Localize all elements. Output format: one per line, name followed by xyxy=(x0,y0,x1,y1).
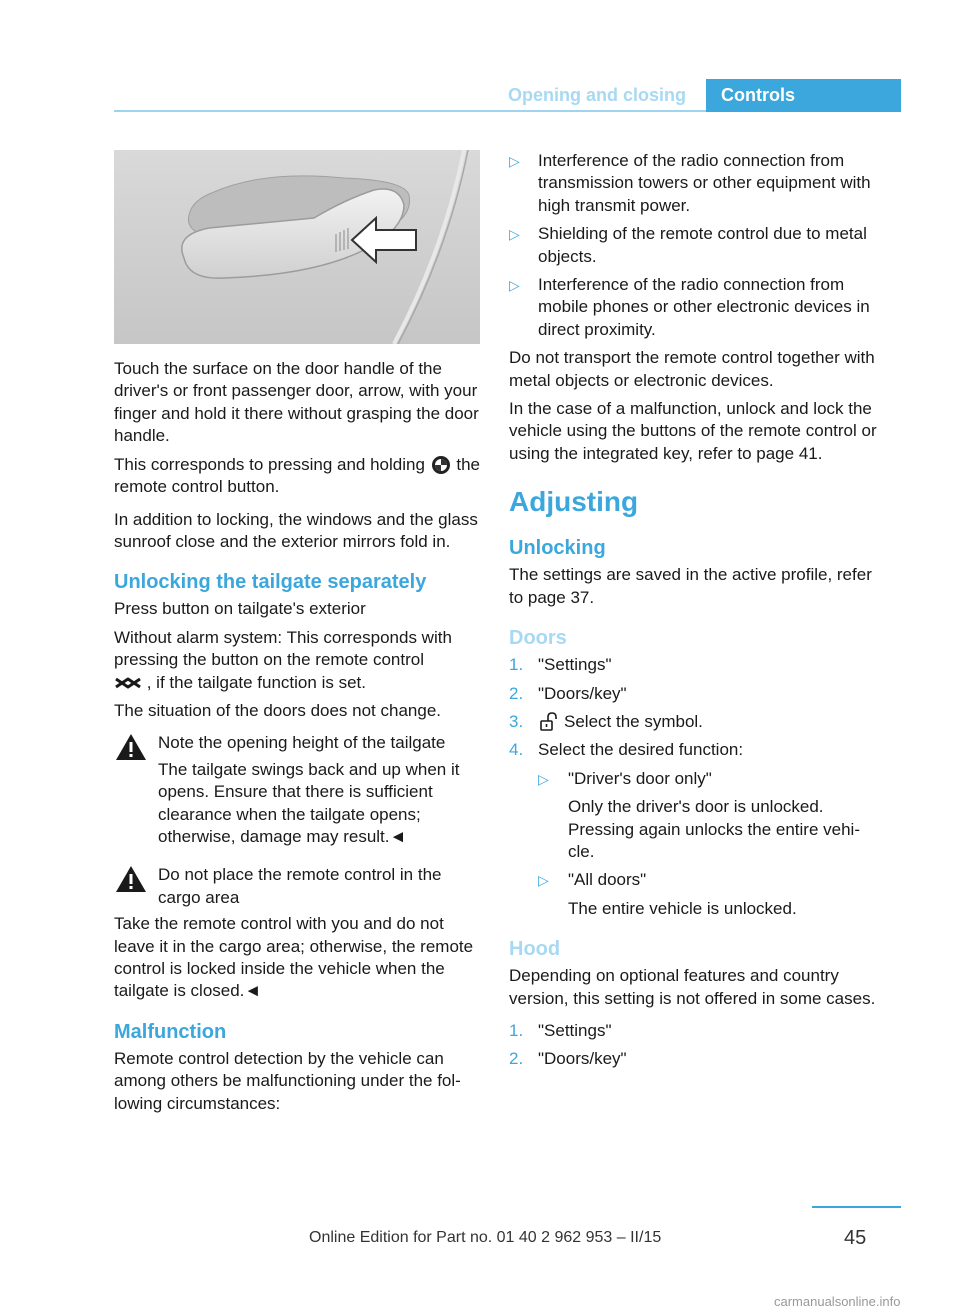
header-divider xyxy=(114,110,706,112)
door-handle-illustration xyxy=(114,150,480,344)
paragraph: Remote control detection by the vehicle can among others be malfunctioning under the following circumstances: xyxy=(114,1048,461,1113)
step-number: 1. xyxy=(509,655,524,675)
step-text: "Doors/key" xyxy=(538,1049,627,1069)
text-segment: This corresponds to pressing and holding xyxy=(114,454,425,474)
warning-body xyxy=(158,759,482,849)
bmw-logo-icon xyxy=(430,454,452,476)
warning-body: Take the remote control with you and do not leave it in the cargo area; otherwise, the remote control is locked inside the vehicle when the tailgate is closed.◄ xyxy=(114,914,474,1001)
unlock-padlock-icon xyxy=(538,712,560,732)
header-section-title: Opening and closing xyxy=(507,85,686,105)
unlock-options-list xyxy=(538,768,879,920)
list-item xyxy=(509,223,879,268)
triangle-bullet-icon: ▷ xyxy=(509,226,520,243)
list-item-text: Shielding of the remote control due to metal objects. xyxy=(538,224,867,266)
step-text: "Settings" xyxy=(538,1020,612,1040)
step-text: "Doors/key" xyxy=(538,683,627,703)
step-item xyxy=(509,1048,879,1070)
paragraph: In the case of a malfunction, unlock and lock the vehicle using the buttons of the remote control or using the integrated key, refer to page 41. xyxy=(509,399,877,463)
step-text: Select the symbol. xyxy=(564,711,703,731)
door-handle-image xyxy=(114,150,480,344)
watermark: carmanualsonline.info xyxy=(774,1294,901,1309)
warning-block xyxy=(114,864,482,909)
triangle-bullet-icon: ▷ xyxy=(509,277,520,294)
malfunction-causes-list xyxy=(509,150,879,341)
warning-block xyxy=(114,732,482,848)
step-number: 2. xyxy=(509,1049,524,1069)
step-item xyxy=(509,711,879,733)
list-item xyxy=(509,274,879,341)
option-item xyxy=(538,768,879,864)
step-text: Select the desired function: xyxy=(538,740,744,760)
option-description: The entire vehicle is unlocked. xyxy=(568,898,797,918)
step-number: 4. xyxy=(509,740,524,760)
right-column xyxy=(509,150,879,1077)
paragraph: Press button on tailgate's exterior xyxy=(114,599,366,619)
heading-doors: Doors xyxy=(509,627,567,650)
paragraph: In addition to locking, the windows and the glass sunroof close and the exterior mirrors fold in. xyxy=(114,509,478,551)
header-chapter-tab: Controls xyxy=(706,79,901,112)
paragraph xyxy=(114,627,482,694)
heading-malfunction: Malfunction xyxy=(114,1020,227,1043)
warning-triangle-icon xyxy=(114,732,148,762)
step-number: 1. xyxy=(509,1020,524,1040)
step-item xyxy=(509,1020,879,1042)
list-item-text: Interference of the radio connection from transmission towers or other equipment with high transmit power. xyxy=(538,151,871,215)
tailgate-button-icon xyxy=(114,676,142,690)
text-segment: The tailgate swings back and up when it opens. Ensure that there is sufficient clearance when the tailgate opens; otherwise, damage may result.◄ xyxy=(158,759,460,847)
list-item-text: Interference of the radio connection from mobile phones or other electronic devices in direct proximity. xyxy=(538,275,870,339)
step-number: 3. xyxy=(509,711,524,731)
paragraph: The settings are saved in the active profile, refer to page 37. xyxy=(509,565,872,607)
footer-divider xyxy=(812,1206,901,1208)
paragraph: Depending on optional features and country version, this setting is not offered in some cases. xyxy=(509,966,876,1008)
list-item xyxy=(509,150,879,217)
doors-steps-list xyxy=(509,654,879,920)
paragraph: The situation of the doors does not change. xyxy=(114,700,442,720)
step-item xyxy=(509,654,879,676)
warning-triangle-icon xyxy=(114,864,148,894)
paragraph: Do not transport the remote control together with metal objects or electronic devices. xyxy=(509,348,875,390)
text-segment: the remote control button. xyxy=(114,454,481,497)
heading-adjusting: Adjusting xyxy=(509,486,639,518)
paragraph xyxy=(114,454,482,499)
option-label: "All doors" xyxy=(568,870,647,890)
step-number: 2. xyxy=(509,683,524,703)
warning-title: Note the opening height of the tailgate xyxy=(158,733,446,753)
edition-text: Online Edition for Part no. 01 40 2 962 953 – II/15 xyxy=(309,1229,662,1246)
heading-unlocking: Unlocking xyxy=(509,537,606,560)
text-segment: , if the tailgate function is set. xyxy=(146,672,366,692)
page-header xyxy=(114,79,901,112)
left-column xyxy=(114,150,482,1121)
option-label: "Driver's door only" xyxy=(568,768,712,788)
triangle-bullet-icon: ▷ xyxy=(538,770,549,787)
heading-unlocking-tailgate: Unlocking the tailgate separately xyxy=(114,571,427,594)
page-number: 45 xyxy=(844,1227,867,1249)
option-item xyxy=(538,869,879,920)
step-text: "Settings" xyxy=(538,655,612,675)
triangle-bullet-icon: ▷ xyxy=(509,153,520,169)
step-item xyxy=(509,739,879,920)
warning-title: Do not place the remote control in the cargo area xyxy=(158,865,442,907)
heading-hood: Hood xyxy=(509,938,561,961)
step-item xyxy=(509,683,879,705)
hood-steps-list xyxy=(509,1020,879,1071)
option-description: Only the driver's door is unlocked. Pressing again unlocks the entire vehicle. xyxy=(568,797,861,861)
paragraph: Touch the surface on the door handle of the driver's or front passenger door, arrow, with your finger and hold it there without grasping the door handle. xyxy=(114,359,479,446)
text-segment: Without alarm system: This corresponds with pressing the button on the remote control xyxy=(114,627,452,670)
triangle-bullet-icon: ▷ xyxy=(538,872,549,889)
